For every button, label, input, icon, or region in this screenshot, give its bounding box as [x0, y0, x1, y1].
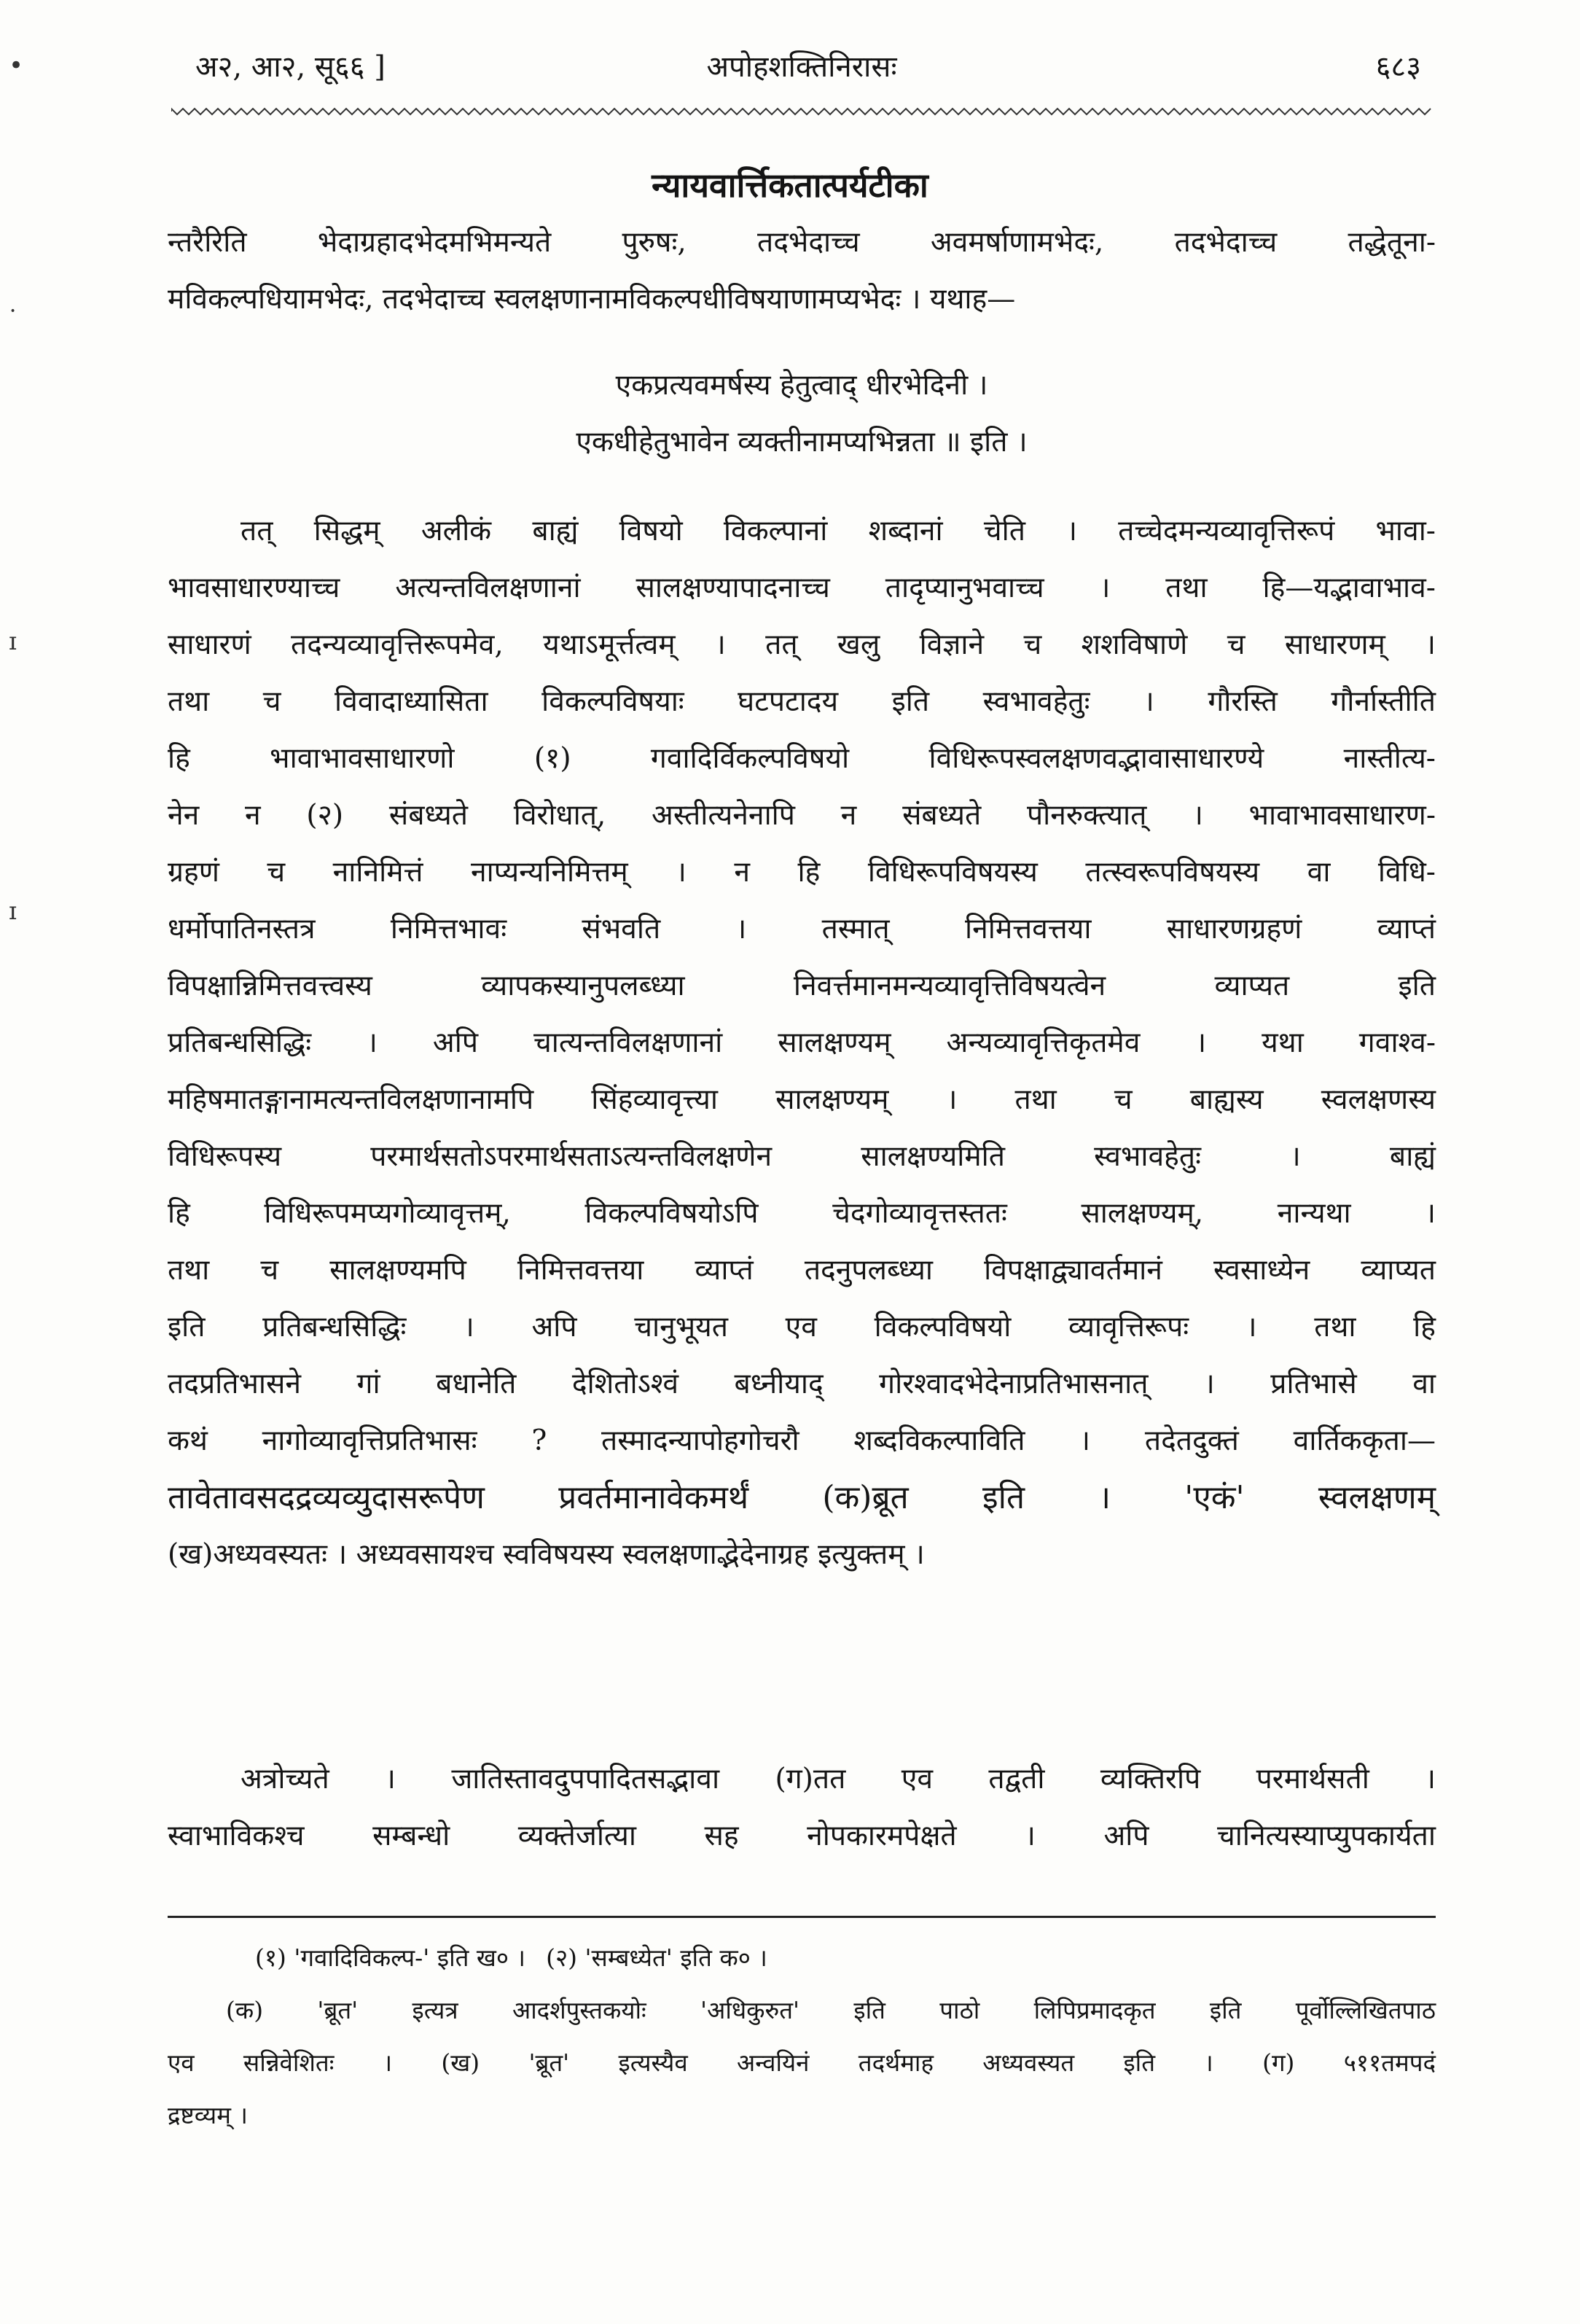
- footnote-k-line: द्रष्टव्यम् ।: [168, 2101, 248, 2129]
- verse-line: एकधीहेतुभावेन व्यक्तीनामप्यभिन्नता ॥ इति ।: [576, 426, 1028, 459]
- text-line: भावसाधारण्याच्च अत्यन्तविलक्षणानां सालक्षण्यापादनाच्च तादृप्यानुभवाच्च । तथा हि—यद्भावाभाव-: [168, 572, 1436, 604]
- footnote-k-line: (क) 'ब्रूत' इत्यत्र आदर्शपुस्तकयोः 'अधिकुरुत' इति पाठो लिपिप्रमादकृत इति पूर्वोल्लिखितपाठ: [226, 1996, 1436, 2024]
- footnote-2: (२) 'सम्बध्येत' इति क० ।: [546, 1943, 767, 1972]
- margin-mark: •: [9, 51, 24, 80]
- text-line: हि विधिरूपमप्यगोव्यावृत्तम्, विकल्पविषयोऽपि चेदगोव्यावृत्तस्ततः सालक्षण्यम्, नान्यथा ।: [168, 1197, 1436, 1230]
- margin-mark: ɪ: [9, 897, 17, 926]
- text-line: साधारणं तदन्यव्यावृत्तिरूपमेव, यथाऽमूर्त्तत्वम् । तत् खलु विज्ञाने च शशविषाणे च साधारणम् ।: [168, 628, 1436, 661]
- footnote-k-line: एव सन्निवेशितः । (ख) 'ब्रूत' इत्यस्यैव अन्वयिनं तदर्थमाह अध्यवस्यत इति । (ग) ५११तमपदं: [168, 2048, 1436, 2077]
- text-line: नेन न (२) संबध्यते विरोधात्, अस्तीत्यनेनापि न संबध्यते पौनरुक्त्यात् । भावाभावसाधारण-: [168, 799, 1436, 832]
- text-line: इति प्रतिबन्धसिद्धिः । अपि चानुभूयत एव विकल्पविषयो व्यावृत्तिरूपः । तथा हि: [168, 1311, 1436, 1344]
- text-line: स्वाभाविकश्च सम्बन्धो व्यक्तेर्जात्या सह नोपकारमपेक्षते । अपि चानित्यस्याप्युपकार्यता: [168, 1820, 1436, 1852]
- margin-mark: ɪ: [9, 627, 17, 656]
- text-line: तथा च विवादाध्यासिता विकल्पविषयाः घटपटादय इति स्वभावहेतुः । गौरस्ति गौर्नास्तीति: [168, 685, 1436, 718]
- text-line: अत्रोच्यते । जातिस्तावदुपपादितसद्भावा (ग)तत एव तद्वती व्यक्तिरपि परमार्थसती ।: [240, 1763, 1436, 1795]
- text-line: तत् सिद्धम् अलीकं बाह्यं विषयो विकल्पानां शब्दानां चेति । तच्चेदमन्यव्यावृत्तिरूपं भावा-: [240, 515, 1436, 547]
- paragraph-2: [168, 503, 1436, 1583]
- header-title: अपोहशक्तिनिरासः: [706, 50, 897, 84]
- verse-quote: [168, 357, 1436, 471]
- text-line: हि भावाभावसाधारणो (१) गवादिर्विकल्पविषयो विधिरूपस्वलक्षणवद्भावासाधारण्ये नास्तीत्य-: [168, 742, 1436, 775]
- footnote-1: (१) 'गवादिविकल्प-' इति ख० ।: [255, 1943, 526, 1972]
- text-line: धर्मोपातिनस्तत्र निमित्तभावः संभवति । तस्मात् निमित्तवत्तया साधारणग्रहणं व्याप्तं: [168, 913, 1436, 945]
- text-line: न्तरैरिति भेदाग्रहादभेदमभिमन्यते पुरुषः, तदभेदाच्च अवमर्षाणामभेदः, तदभेदाच्च तद्धेतूना-: [168, 226, 1436, 259]
- text-line: विधिरूपस्य परमार्थसतोऽपरमार्थसताऽत्यन्तविलक्षणेन सालक्षण्यमिति स्वभावहेतुः । बाह्यं: [168, 1140, 1436, 1173]
- footnote-separator: [168, 1916, 1436, 1918]
- section-title: न्यायवार्त्तिकतात्पर्यटीका: [652, 165, 928, 205]
- footnotes: [168, 1932, 1436, 2142]
- header-wavy-rule: [171, 106, 1432, 117]
- text-line: विपक्षान्निमित्तवत्त्वस्य व्यापकस्यानुपलब्ध्या निवर्त्तमानमन्यव्यावृत्तिविषयत्वेन व्याप्यत इति: [168, 970, 1436, 1002]
- text-line: (ख)अध्यवस्यतः । अध्यवसायश्च स्वविषयस्य स्वलक्षणाद्भेदेनाग्रह इत्युक्तम् ।: [168, 1538, 925, 1571]
- text-line: प्रतिबन्धसिद्धिः । अपि चात्यन्तविलक्षणानां सालक्षण्यम् अन्यव्यावृत्तिकृतमेव । यथा गवाश्व-: [168, 1026, 1436, 1059]
- page-number: ६८३: [1375, 50, 1421, 84]
- margin-mark: ॱ: [9, 303, 17, 332]
- text-line: कथं नागोव्यावृत्तिप्रतिभासः ? तस्मादन्यापोहगोचरौ शब्दविकल्पाविति । तदेतदुक्तं वार्तिककृता—: [168, 1424, 1436, 1457]
- paragraph-1: [168, 214, 1436, 328]
- verse-line: एकप्रत्यवमर्षस्य हेतुत्वाद् धीरभेदिनी ।: [615, 369, 988, 402]
- text-line: ग्रहणं च नानिमित्तं नाप्यन्यनिमित्तम् । न हि विधिरूपविषयस्य तत्स्वरूपविषयस्य वा विधि-: [168, 856, 1436, 889]
- text-line: तदप्रतिभासने गां बधानेति देशितोऽश्वं बध्नीयाद् गोरश्वादभेदेनाप्रतिभासनात् । प्रतिभासे वा: [168, 1368, 1436, 1400]
- paragraph-3: [168, 1751, 1436, 1865]
- text-line: तथा च सालक्षण्यमपि निमित्तवत्तया व्याप्तं तदनुपलब्ध्या विपक्षाद्व्यावर्तमानं स्वसाध्येन व्याप्यत: [168, 1254, 1436, 1287]
- running-header: [168, 45, 1436, 96]
- footnote-line: [168, 1932, 1436, 1984]
- quoted-line: तावेतावसदद्रव्यव्युदासरूपेण प्रवर्तमानावेकमर्थं (क)ब्रूत इति । 'एकं' स्वलक्षणम्: [168, 1479, 1436, 1516]
- text-line: मविकल्पधियामभेदः, तदभेदाच्च स्वलक्षणानामविकल्पधीविषयाणामप्यभेदः । यथाह—: [168, 283, 1016, 316]
- header-reference: अ२, आ२, सू६६ ]: [195, 50, 386, 84]
- text-line: महिषमातङ्गानामत्यन्तविलक्षणानामपि सिंहव्यावृत्त्या सालक्षण्यम् । तथा च बाह्यस्य स्वलक्षणस्य: [168, 1083, 1436, 1116]
